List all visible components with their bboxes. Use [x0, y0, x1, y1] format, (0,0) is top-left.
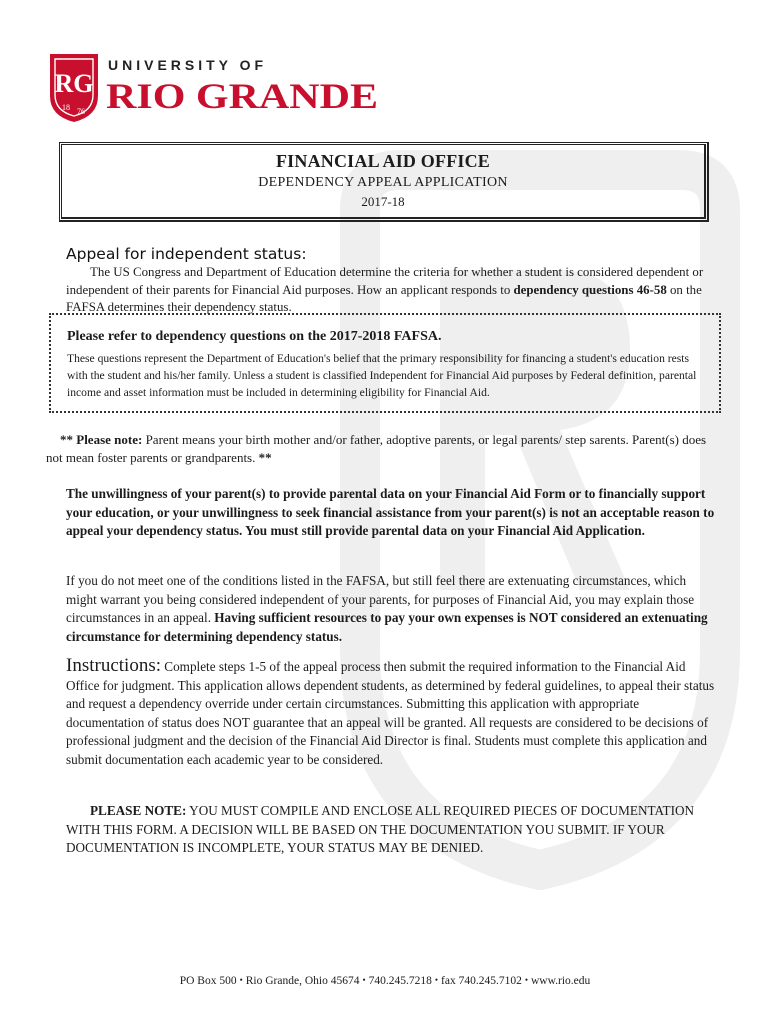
- logo-founded-right: 76: [77, 107, 85, 116]
- fafsa-reference-box: [49, 313, 721, 413]
- appeal-paragraph: The US Congress and Department of Education determine the criteria for whether a student is considered dependent or independent of their parents for Financial Aid purposes. How an applicant responds to dependency questions 46-58 on the FAFSA determines their dependency status.: [66, 265, 704, 314]
- parent-definition-note: ** Please note: Parent means your birth mother and/or father, adoptive parents, or legal parents/ step sarents. Parent(s) does not mean foster parents or grandparents. **: [46, 432, 707, 465]
- fafsa-text: These questions represent the Department of Education's belief that the primary responsibility for financing a student's education rests with the student and his/her family. Unless a student is classified Independent for Financial Aid purposes by Federal definition, parental income and asset information must be included in determining eligibility for Financial Aid.: [67, 352, 697, 399]
- footer-contact: PO Box 500 • Rio Grande, Ohio 45674 • 740.245.7218 • fax 740.245.7102 • www.rio.edu: [179, 975, 591, 987]
- office-title: FINANCIAL AID OFFICE: [275, 151, 491, 171]
- application-title: DEPENDENCY APPEAL APPLICATION: [258, 175, 508, 190]
- documentation-notice: PLEASE NOTE: YOU MUST COMPILE AND ENCLOSE ALL REQUIRED PIECES OF DOCUMENTATION WITH THIS FORM. A DECISION WILL BE BASED ON THE DOCUMENTATION YOU SUBMIT. IF YOUR DOCUMENTATION IS INCOMPLETE, YOUR STATUS MAY BE DENIED.: [66, 803, 695, 855]
- footer-city: Rio Grande, Ohio 45674: [245, 975, 360, 987]
- logo-university-of: UNIVERSITY OF: [108, 57, 268, 73]
- logo-name: RIO GRANDE: [106, 76, 378, 116]
- logo-monogram: RG: [54, 69, 94, 98]
- resources-statement: Having sufficient resources to pay your own expenses is NOT considered an extenuating circumstance for determining dependency status.: [66, 610, 708, 644]
- university-logo: [46, 48, 386, 124]
- header-box: [59, 142, 709, 222]
- footer-phone: 740.245.7218: [368, 975, 432, 987]
- appeal-heading: Appeal for independent status:: [66, 245, 307, 263]
- logo-founded-left: 18: [62, 103, 70, 112]
- footer-address: PO Box 500: [179, 975, 237, 987]
- academic-year: 2017-18: [361, 194, 405, 209]
- unwillingness-paragraph: The unwillingness of your parent(s) to provide parental data on your Financial Aid Form or to financially support your education, or your unwillingness to seek financial assistance from your parent(s) is not an acceptable reason to appeal your dependency status. You must still provide parental data on your Financial Aid Application.: [66, 486, 715, 538]
- fafsa-heading: Please refer to dependency questions on the 2017-2018 FAFSA.: [67, 329, 442, 344]
- instructions-label: Instructions:: [66, 655, 161, 676]
- footer-website[interactable]: www.rio.edu: [530, 975, 591, 987]
- footer-fax: fax 740.245.7102: [441, 975, 522, 987]
- extenuating-circumstances-paragraph: If you do not meet one of the conditions listed in the FAFSA, but still feel there are extenuating circumstances, which might warrant you being considered independent of your parents, for purposes of Financial Aid, you may explain those circumstances in an appeal. Having sufficient resources to pay your own expenses is NOT considered an extenuating circumstance for determining dependency status.: [66, 573, 708, 644]
- dependency-questions-ref: dependency questions 46-58: [513, 282, 667, 297]
- instructions-paragraph: Instructions: Complete steps 1-5 of the appeal process then submit the required information to the Financial Aid Office for judgment. This application allows dependent students, as determined by federal guidelines, to appeal their status and request a dependency override under certain circumstances. Submitting this application with appropriate documentation of status does NOT guarantee that an appeal will be granted. All requests are considered to be decisions of professional judgment and the decision of the Financial Aid Director is final. Students must complete this application and submit documentation each academic year to be considered.: [66, 655, 715, 767]
